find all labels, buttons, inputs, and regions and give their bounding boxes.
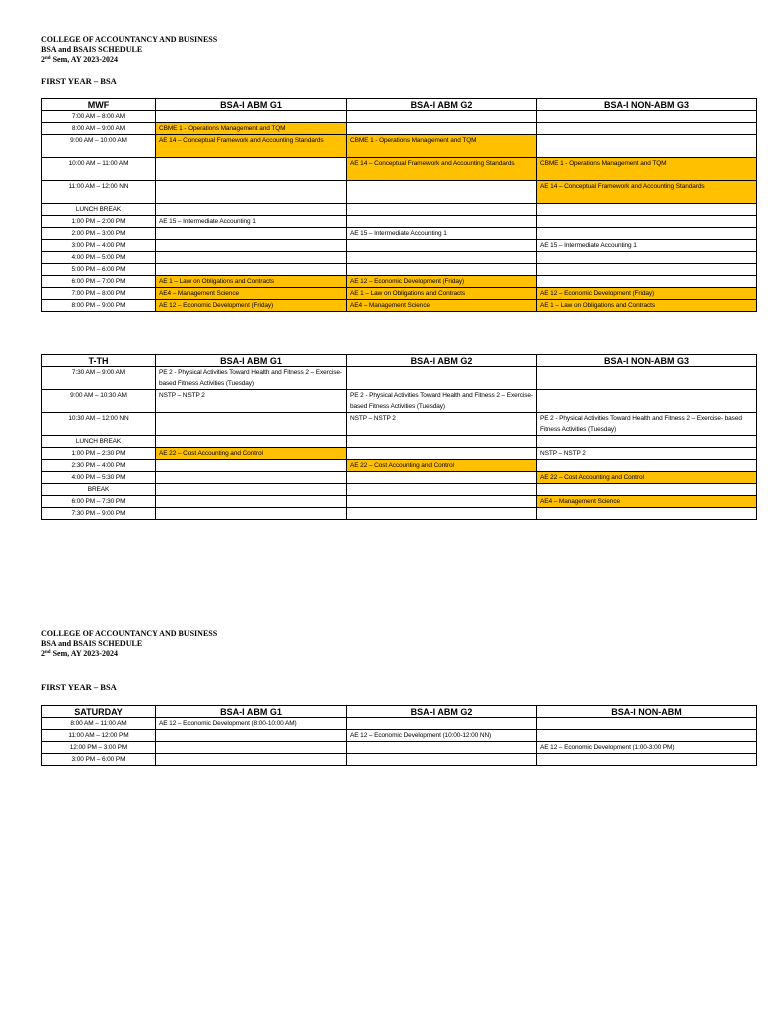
class-cell — [347, 204, 537, 216]
time-cell: 11:00 AM – 12:00 NN — [42, 181, 156, 204]
time-cell: 7:30 PM – 9:00 PM — [42, 508, 156, 520]
class-cell — [347, 472, 537, 484]
class-cell — [347, 367, 537, 390]
time-cell: 7:30 AM – 9:00 AM — [42, 367, 156, 390]
class-cell — [537, 508, 757, 520]
table-row — [42, 181, 757, 204]
class-cell: AE4 – Management Science — [156, 288, 347, 300]
class-cell: PE 2 - Physical Activities Toward Health and Fitness 2 – Exercise- based Fitness Activities (Tuesday) — [347, 390, 537, 413]
class-cell: NSTP – NSTP 2 — [156, 390, 347, 413]
class-cell — [156, 264, 347, 276]
class-cell — [537, 754, 757, 766]
class-cell: AE 14 – Conceptual Framework and Accounting Standards — [347, 158, 537, 181]
class-cell: AE 1 – Law on Obligations and Contracts — [156, 276, 347, 288]
class-cell — [347, 123, 537, 135]
class-cell: CBME 1 - Operations Management and TQM — [537, 158, 757, 181]
class-cell — [156, 228, 347, 240]
document-header — [41, 35, 217, 65]
table-row — [42, 240, 757, 252]
time-cell: 9:00 AM – 10:00 AM — [42, 135, 156, 158]
table-row — [42, 204, 757, 216]
class-cell — [537, 484, 757, 496]
class-cell — [537, 264, 757, 276]
time-cell: 7:00 PM – 8:00 PM — [42, 288, 156, 300]
table-row — [42, 460, 757, 472]
table-row — [42, 718, 757, 730]
college-name: COLLEGE OF ACCOUNTANCY AND BUSINESS — [41, 35, 218, 44]
class-cell: CBME 1 - Operations Management and TQM — [347, 135, 537, 158]
section-header: BSA-I ABM G1 — [156, 99, 347, 111]
class-cell — [537, 111, 757, 123]
class-cell — [156, 730, 347, 742]
class-cell — [156, 436, 347, 448]
class-cell — [156, 111, 347, 123]
class-cell: AE 22 – Cost Accounting and Control — [347, 460, 537, 472]
tth-schedule-table — [41, 354, 757, 520]
class-cell — [156, 460, 347, 472]
table-row — [42, 111, 757, 123]
class-cell — [537, 135, 757, 158]
class-cell — [537, 390, 757, 413]
class-cell — [156, 496, 347, 508]
table-row — [42, 472, 757, 484]
table-row — [42, 228, 757, 240]
time-cell: 2:00 PM – 3:00 PM — [42, 228, 156, 240]
table-row — [42, 300, 757, 312]
class-cell — [347, 181, 537, 204]
class-cell — [537, 216, 757, 228]
time-cell: 9:00 AM – 10:30 AM — [42, 390, 156, 413]
class-cell — [537, 436, 757, 448]
class-cell — [156, 472, 347, 484]
class-cell — [347, 742, 537, 754]
class-cell — [156, 240, 347, 252]
class-cell — [537, 718, 757, 730]
class-cell — [156, 508, 347, 520]
table-row — [42, 413, 757, 436]
section-header: BSA-I ABM G2 — [347, 355, 537, 367]
time-cell: LUNCH BREAK — [42, 436, 156, 448]
time-cell: 10:00 AM – 11:00 AM — [42, 158, 156, 181]
time-cell: 8:00 PM – 9:00 PM — [42, 300, 156, 312]
time-cell: 7:00 AM – 8:00 AM — [42, 111, 156, 123]
table-row — [42, 135, 757, 158]
time-cell: LUNCH BREAK — [42, 204, 156, 216]
class-cell — [156, 754, 347, 766]
class-cell — [537, 276, 757, 288]
time-cell: 6:00 PM – 7:30 PM — [42, 496, 156, 508]
class-cell — [537, 367, 757, 390]
class-cell: NSTP – NSTP 2 — [347, 413, 537, 436]
table-row — [42, 390, 757, 413]
semester-label: 2nd Sem, AY 2023-2024 — [41, 55, 118, 64]
table-row — [42, 742, 757, 754]
class-cell — [537, 252, 757, 264]
table-row — [42, 276, 757, 288]
class-cell: AE4 – Management Science — [347, 300, 537, 312]
time-cell: 4:00 PM – 5:30 PM — [42, 472, 156, 484]
class-cell — [347, 754, 537, 766]
class-cell — [347, 448, 537, 460]
document-header — [41, 629, 217, 659]
section-header: BSA-I NON-ABM G3 — [537, 99, 757, 111]
class-cell — [347, 216, 537, 228]
class-cell: PE 2 - Physical Activities Toward Health and Fitness 2 – Exercise- based Fitness Activities (Tuesday) — [156, 367, 347, 390]
time-cell: 2:30 PM – 4:00 PM — [42, 460, 156, 472]
class-cell: AE 22 – Cost Accounting and Control — [156, 448, 347, 460]
class-cell: PE 2 - Physical Activities Toward Health and Fitness 2 – Exercise- based Fitness Activities (Tuesday) — [537, 413, 757, 436]
table-row — [42, 123, 757, 135]
time-cell: 4:00 PM – 5:00 PM — [42, 252, 156, 264]
class-cell: AE 15 – Intermediate Accounting 1 — [156, 216, 347, 228]
class-cell — [537, 730, 757, 742]
day-header: MWF — [42, 99, 156, 111]
class-cell — [347, 264, 537, 276]
class-cell: AE 1 – Law on Obligations and Contracts — [347, 288, 537, 300]
class-cell — [347, 718, 537, 730]
day-header: T-TH — [42, 355, 156, 367]
class-cell: CBME 1 - Operations Management and TQM — [156, 123, 347, 135]
class-cell: AE 22 – Cost Accounting and Control — [537, 472, 757, 484]
table-header-row — [42, 99, 757, 111]
section-header: BSA-I ABM G1 — [156, 355, 347, 367]
table-row — [42, 730, 757, 742]
college-name: COLLEGE OF ACCOUNTANCY AND BUSINESS — [41, 629, 218, 638]
class-cell — [156, 158, 347, 181]
class-cell — [347, 436, 537, 448]
class-cell — [347, 484, 537, 496]
time-cell: 3:00 PM – 4:00 PM — [42, 240, 156, 252]
table-row — [42, 754, 757, 766]
time-cell: 11:00 AM – 12:00 PM — [42, 730, 156, 742]
day-header: SATURDAY — [42, 706, 156, 718]
class-cell — [156, 204, 347, 216]
class-cell — [347, 240, 537, 252]
time-cell: BREAK — [42, 484, 156, 496]
time-cell: 1:00 PM – 2:30 PM — [42, 448, 156, 460]
time-cell: 5:00 PM – 6:00 PM — [42, 264, 156, 276]
class-cell — [347, 496, 537, 508]
table-row — [42, 288, 757, 300]
class-cell: AE4 – Management Science — [537, 496, 757, 508]
class-cell: AE 14 – Conceptual Framework and Accounting Standards — [537, 181, 757, 204]
table-row — [42, 508, 757, 520]
class-cell: AE 1 – Law on Obligations and Contracts — [537, 300, 757, 312]
class-cell — [156, 252, 347, 264]
time-cell: 12:00 PM – 3:00 PM — [42, 742, 156, 754]
class-cell: AE 12 – Economic Development (8:00-10:00 AM) — [156, 718, 347, 730]
section-header: BSA-I NON-ABM — [537, 706, 757, 718]
year-label: FIRST YEAR – BSA — [41, 682, 117, 692]
class-cell — [347, 111, 537, 123]
table-header-row — [42, 706, 757, 718]
class-cell — [537, 460, 757, 472]
time-cell: 8:00 AM – 11:00 AM — [42, 718, 156, 730]
class-cell — [537, 228, 757, 240]
class-cell — [347, 508, 537, 520]
class-cell: AE 12 – Economic Development (Friday) — [537, 288, 757, 300]
class-cell — [156, 413, 347, 436]
class-cell: AE 12 – Economic Development (1:00-3:00 PM) — [537, 742, 757, 754]
class-cell: NSTP – NSTP 2 — [537, 448, 757, 460]
table-row — [42, 367, 757, 390]
time-cell: 8:00 AM – 9:00 AM — [42, 123, 156, 135]
class-cell — [347, 252, 537, 264]
table-row — [42, 496, 757, 508]
time-cell: 1:00 PM – 2:00 PM — [42, 216, 156, 228]
class-cell — [537, 204, 757, 216]
table-row — [42, 252, 757, 264]
mwf-schedule-table — [41, 98, 757, 312]
table-row — [42, 484, 757, 496]
year-label: FIRST YEAR – BSA — [41, 76, 117, 86]
table-row — [42, 158, 757, 181]
section-header: BSA-I NON-ABM G3 — [537, 355, 757, 367]
table-header-row — [42, 355, 757, 367]
class-cell: AE 14 – Conceptual Framework and Accounting Standards — [156, 135, 347, 158]
semester-label: 2nd Sem, AY 2023-2024 — [41, 649, 118, 658]
class-cell: AE 12 – Economic Development (10:00-12:00 NN) — [347, 730, 537, 742]
class-cell — [156, 742, 347, 754]
table-row — [42, 264, 757, 276]
section-header: BSA-I ABM G2 — [347, 706, 537, 718]
time-cell: 10:30 AM – 12:00 NN — [42, 413, 156, 436]
schedule-title: BSA and BSAIS SCHEDULE — [41, 639, 143, 648]
table-row — [42, 448, 757, 460]
table-row — [42, 216, 757, 228]
class-cell — [537, 123, 757, 135]
schedule-title: BSA and BSAIS SCHEDULE — [41, 45, 143, 54]
time-cell: 3:00 PM – 6:00 PM — [42, 754, 156, 766]
class-cell: AE 12 – Economic Development (Friday) — [347, 276, 537, 288]
section-header: BSA-I ABM G2 — [347, 99, 537, 111]
class-cell: AE 15 – Intermediate Accounting 1 — [347, 228, 537, 240]
table-row — [42, 436, 757, 448]
class-cell — [156, 181, 347, 204]
section-header: BSA-I ABM G1 — [156, 706, 347, 718]
time-cell: 6:00 PM – 7:00 PM — [42, 276, 156, 288]
saturday-schedule-table — [41, 705, 757, 766]
class-cell: AE 12 – Economic Development (Friday) — [156, 300, 347, 312]
class-cell: AE 15 – Intermediate Accounting 1 — [537, 240, 757, 252]
class-cell — [156, 484, 347, 496]
